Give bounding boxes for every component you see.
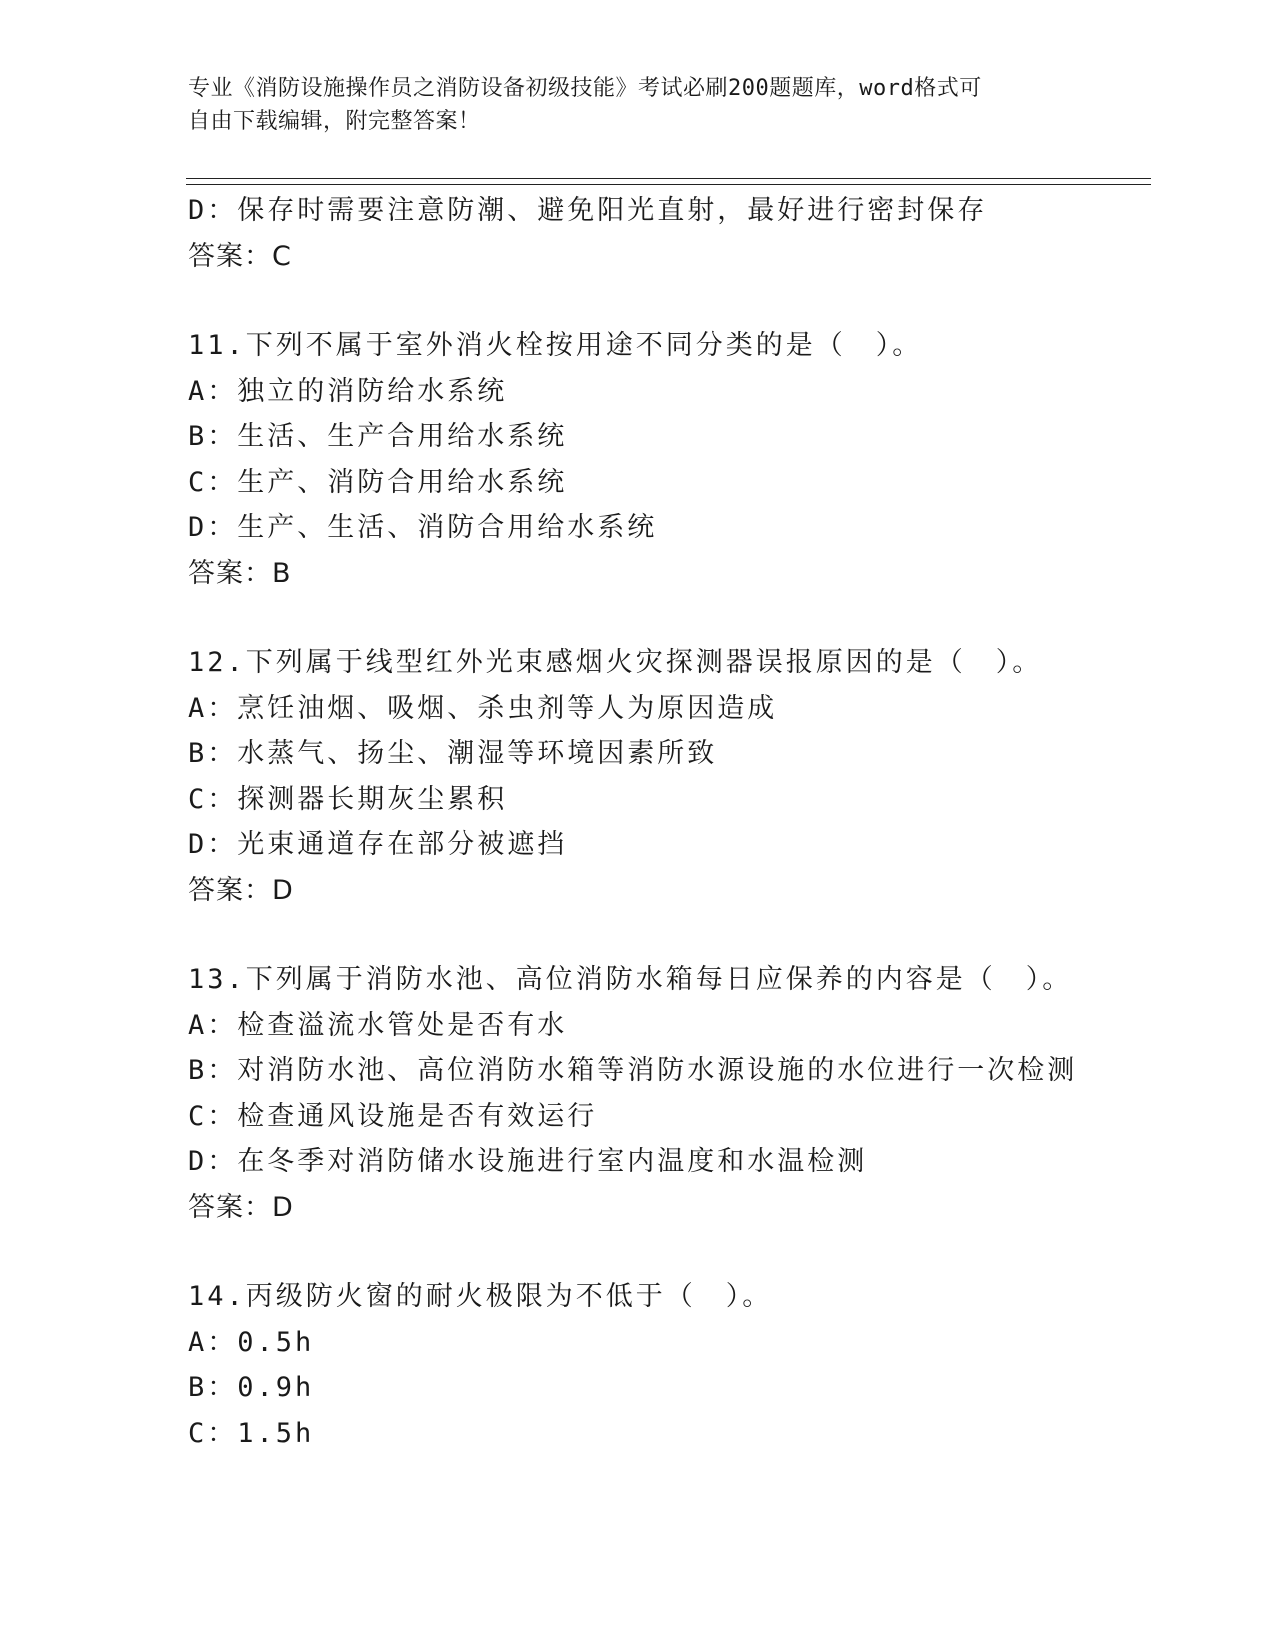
option-d: D：光束通道存在部分被遮挡 xyxy=(188,829,568,860)
option-c: C：检查通风设施是否有效运行 xyxy=(188,1100,598,1132)
option-c: C：1.5h xyxy=(188,1417,315,1449)
option-b: B：水蒸气、扬尘、潮湿等环境因素所致 xyxy=(188,738,718,769)
option-b: B：对消防水池、高位消防水箱等消防水源设施的水位进行一次检测 xyxy=(188,1055,1078,1086)
question-stem: 11.下列不属于室外消火栓按用途不同分类的是（ ）。 xyxy=(188,330,923,361)
question-12 xyxy=(188,640,1148,913)
option-a: A：检查溢流水管处是否有水 xyxy=(188,1009,568,1041)
option-c: C：探测器长期灰尘累积 xyxy=(188,783,508,815)
prev-question-answer: 答案：C xyxy=(188,240,292,272)
option-d: D：在冬季对消防储水设施进行室内温度和水温检测 xyxy=(188,1146,868,1177)
option-b: B：生活、生产合用给水系统 xyxy=(188,421,568,452)
question-stem: 12.下列属于线型红外光束感烟火灾探测器误报原因的是（ ）。 xyxy=(188,647,1043,678)
question-list xyxy=(188,188,1148,1456)
option-c: C：生产、消防合用给水系统 xyxy=(188,466,568,498)
question-answer: 答案：D xyxy=(188,1191,294,1223)
spacer xyxy=(188,913,1148,957)
option-b: B：0.9h xyxy=(188,1372,315,1403)
spacer xyxy=(188,596,1148,640)
spacer xyxy=(188,279,1148,323)
question-stem: 13.下列属于消防水池、高位消防水箱每日应保养的内容是（ ）。 xyxy=(188,964,1073,995)
header-line-1: 专业《消防设施操作员之消防设备初级技能》考试必刷200题题库，word格式可 xyxy=(188,76,982,101)
question-13 xyxy=(188,957,1148,1230)
question-answer: 答案：B xyxy=(188,557,292,589)
spacer xyxy=(188,1230,1148,1274)
header-divider xyxy=(186,178,1151,185)
question-stem: 14.丙级防火窗的耐火极限为不低于（ ）。 xyxy=(188,1281,773,1312)
option-a: A：独立的消防给水系统 xyxy=(188,375,508,407)
question-11 xyxy=(188,323,1148,596)
document-header xyxy=(188,72,1108,138)
prev-question-option-d: D：保存时需要注意防潮、避免阳光直射，最好进行密封保存 xyxy=(188,195,988,226)
header-line-2: 自由下载编辑，附完整答案！ xyxy=(188,109,481,134)
option-a: A：0.5h xyxy=(188,1326,315,1358)
option-d: D：生产、生活、消防合用给水系统 xyxy=(188,512,658,543)
question-answer: 答案：D xyxy=(188,874,294,906)
option-a: A：烹饪油烟、吸烟、杀虫剂等人为原因造成 xyxy=(188,692,778,724)
question-14 xyxy=(188,1274,1148,1456)
